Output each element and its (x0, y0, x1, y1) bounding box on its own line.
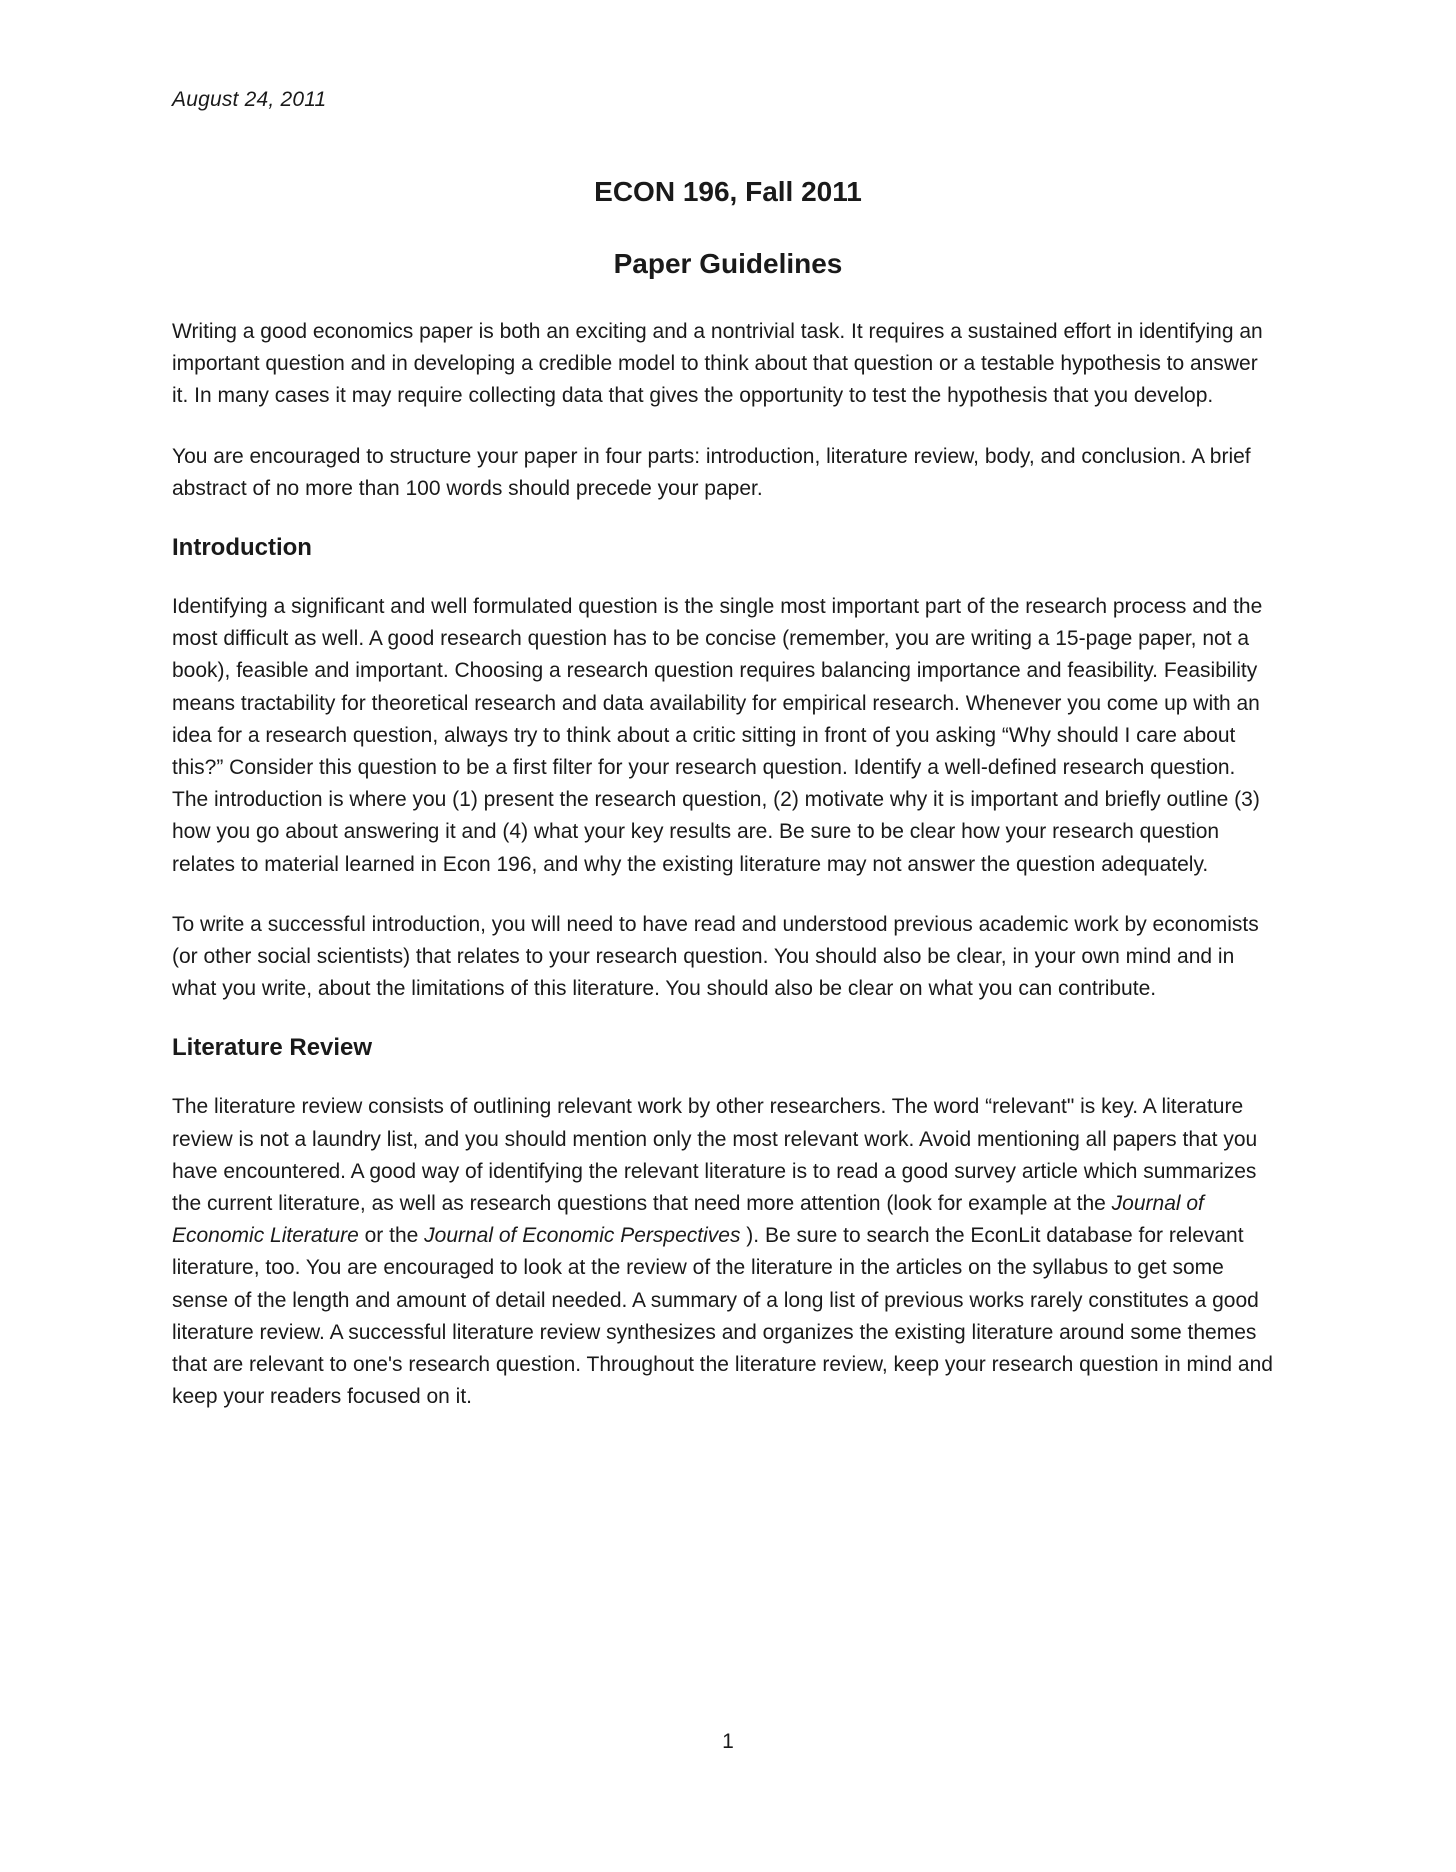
document-subtitle: Paper Guidelines (613, 248, 843, 279)
introduction-paragraph-2: To write a successful introduction, you will need to have read and understood previous academic work by economists (or other social scientists) that relates to your research question. You should also be clear, in your own mind and in what you write, about the limitations of this literature. You should also be clear on what you can contribute. (172, 912, 1259, 1001)
intro-paragraph-1: Writing a good economics paper is both an exciting and a nontrivial task. It requires a sustained effort in identifying an important question and in developing a credible model to think about that question or a testable hypothesis to answer it. In many cases it may require collecting data that gives the opportunity to test the hypothesis that you develop. (172, 320, 1263, 408)
document-title: ECON 196, Fall 2011 (594, 176, 862, 207)
lit-text-part-1: The literature review consists of outlining relevant work by other researchers. The word “relevant" is key. A literature review is not a laundry list, and you should mention only the most relevant work. Avoid mentioning all papers that you have encountered. A good way of identifying the relevant literature is to read a good survey article which summarizes the current literature, as well as research questions that need more attention (look for example at the (172, 1095, 1258, 1216)
lit-text-part-3: ). Be sure to search the EconLit database for relevant literature, too. You are encouraged to look at the review of the literature in the articles on the syllabus to get some sense of the length and amount of detail needed. A summary of a long list of previous works rarely constitutes a good literature review. A successful literature review synthesizes and organizes the existing literature around some themes that are relevant to one's research question. Throughout the literature review, keep your research question in mind and keep your readers focused on it. (172, 1224, 1273, 1409)
journal-title-jel: Journal of Economic Literature (172, 1192, 1204, 1248)
journal-title-jep: Journal of Economic Perspectives (424, 1224, 741, 1248)
introduction-paragraph-1: Identifying a significant and well formulated question is the single most important part of the research process and the most difficult as well. A good research question has to be concise (remember, you are writing a 15-page paper, not a book), feasible and important. Choosing a research question requires balancing importance and feasibility. Feasibility means tractability for theoretical research and data availability for empirical research. Whenever you come up with an idea for a research question, always try to think about a critic sitting in front of you asking “Why should I care about this?” Consider this question to be a first filter for your research question. Identify a well-defined research question. The introduction is where you (1) present the research question, (2) motivate why it is important and briefly outline (3) how you go about answering it and (4) what your key results are. Be sure to be clear how your research question relates to material learned in Econ 196, and why the existing literature may not answer the question adequately. (172, 595, 1263, 876)
lit-text-part-2: or the (358, 1224, 425, 1248)
literature-review-paragraph (172, 1091, 1276, 1413)
section-heading-introduction: Introduction (172, 534, 312, 562)
page-number: 1 (722, 1730, 734, 1753)
document-body (172, 316, 1276, 1441)
section-heading-literature-review: Literature Review (172, 1034, 373, 1062)
document-date: August 24, 2011 (172, 88, 327, 111)
intro-paragraph-2: You are encouraged to structure your paper in four parts: introduction, literature review, body, and conclusion. A brief abstract of no more than 100 words should precede your paper. (172, 444, 1251, 500)
